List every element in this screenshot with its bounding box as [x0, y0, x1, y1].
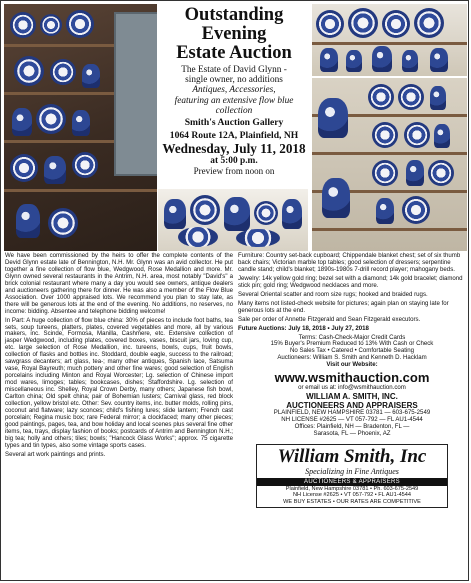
visit-label: Visit our Website: [326, 361, 378, 369]
website-link[interactable]: www.wsmithauction.com [274, 370, 430, 386]
photo-blue-china-display [158, 189, 308, 251]
website-note-paragraph: Many items not listed-check website for pictures; again plan on staying late for generous lots at the end. [238, 299, 449, 314]
executors-paragraph: Sale per order of Annette Fitzgerald and Sean Fitzgerald executors. [238, 315, 421, 323]
location-line: Sarasota, FL — Phoenix, AZ [313, 430, 391, 438]
categories: Antiques, Accessories, [192, 85, 276, 96]
preview-time: Preview from noon on [193, 166, 275, 177]
auction-title: Outstanding Evening Estate Auction [176, 5, 292, 63]
terms-line: Terms: Cash-Check-Major Credit Cards [298, 333, 406, 341]
intro-paragraph: We have been commissioned by the heirs to offer the complete contents of the Devid Glynn estate late of Bennington, N.H. Mr. Glynn was an avid collector. He put together a fine collection of flow blue, Wedgwood, Rose Medallion and more. Mr. Glynn owned several restaurants in the Antrim, N.H. area, most notably "David's" a brick colonial restaurant where many a day you would see owners, antique dealers and auctioneers gathering there for dinner. He was also a member of the Flow Blue Association. Over 1000 appraised lots. We recommend you plan to stay late, as there will be generous lots at the end of the evening. No additions, no reserves, no income: bidding. Absentee and telephone bidding welcome! [5, 252, 233, 315]
terms-block [238, 335, 466, 363]
location-line: PLAINFIELD, NEW HAMPSHIRE 03781 — 603-675-2549 [273, 409, 431, 417]
photo-flow-blue-hutch [4, 4, 157, 251]
company-logo [256, 444, 448, 508]
logo-footer-line: WE BUY ESTATES • OUR RATES ARE COMPETITIVE [283, 498, 421, 505]
terms-line: 15% Buyer's Premium Reduced to 13% With Cash or Check [270, 340, 434, 348]
terms-line: No Sales Tax • Catered • Comfortable Seating [289, 347, 415, 355]
photo-china-cabinet [312, 78, 467, 251]
terms-line: Auctioneers: William S. Smith and Kenneth D. Hacklam [277, 354, 427, 362]
description-column [5, 253, 233, 461]
estate-of: The Estate of David Glynn - [181, 65, 287, 75]
auction-time: at 5:00 p.m. [210, 156, 258, 167]
photo-plate-shelf [312, 4, 467, 76]
locations-block [238, 410, 466, 438]
featuring: featuring an extensive flow blue collection [174, 95, 294, 116]
future-auctions: Future Auctions: July 18, 2018 • July 27, 2018 [238, 324, 369, 332]
venue-address: 1064 Route 12A, Plainfield, NH [169, 129, 299, 141]
logo-footer-line: NH License #2625 • VT 057-792 • FL AU1-4544 [292, 492, 412, 499]
logo-bar: AUCTIONEERS & APPRAISERS [257, 478, 447, 486]
furniture-paragraph: Furniture: Country set-back cupboard; Chippendale blanket chest; set of six thumb back chairs; Victorian marble top tables; good selection of dressers; serpentine candle stand; child's blanket; 1890s-1980s 7-drill record player; mahogany beds. [238, 252, 461, 273]
jewelry-paragraph: Jewelry: 14k yellow gold ring; bezel set with a diamond; 14k gold bracelet; diamond stick pin; gold ring; Wedgwood necklaces and more. [238, 274, 463, 289]
company-subtitle: AUCTIONEERS AND APPRAISERS [286, 401, 418, 411]
in-part-paragraph: In Part: A huge collection of flow blue china: 30% of pieces to include foot baths, tea sets, soup tureens, platters, plates, covered vegetables and more, all by various makers, inc. Scinde, Formosa, Manilla, Cashmere, etc. Extensive collection of jasper Wedgwood, including plates, covered boxes, vases, biscuit jars, loving cup, etc. large selection of Rose Medallion, inc. tureens, bowls, cups, fruit bowls, collection of flasks and bottles inc. Stoddard, double eagle, success to the railroad; sawgrass decanters; art glass, tea-; many other antiques, Spanish lace, Satsuma vase, Royal Bayreuth; much pottery and other fine wares; good selection of English porcelains including Minton and Royal Worcester; Lg. selection of Chinese import mod wares, limoges; tables; bookcases, dishes; Staffordshire. Lg. selection of miscellaneous inc. Shelley, Royal Crown Derby, many others; Japanese fish bowl, Carlton china; Old spelt china; pair of Bohemian lusters; Carnival glass, red block collection, yellow bristol etc. Other: Sev. country items, inc. butter molds, rolling pins, coconut and flatware; lazy sconces; child's fishing lures; slide lantern; French cast porcelain; Regina music box; rare Federal mirror; a clockfaced; many other pieces; good paintings, pages, tea, and bow holiday and local scenes plus several fine other items, tea, trays, display fashion of books; postcards of Antrim and Bennington N.H.; big tea; holly and others; tiles; bowls; "Hancock Glass Works"; approx. 75 cigarette types and tin types, also some vintage sports cases. [5, 316, 233, 449]
company-name: WILLIAM A. SMITH, INC. [306, 392, 398, 402]
auction-date: Wednesday, July 11, 2018 [162, 141, 306, 157]
art-paragraph: Several art work paintings and prints. [5, 450, 106, 458]
details-column [238, 253, 466, 508]
location-line: NH LICENSE #2625 — VT 057-792 — FL AU1-4544 [281, 416, 423, 424]
ad-header [158, 4, 310, 176]
venue-name: Smith's Auction Gallery [184, 117, 284, 129]
rugs-paragraph: Several Oriental scatter and room size rugs; hooked and braided rugs. [238, 290, 428, 298]
logo-footer-line: Plainfield, New Hampshire 03781 • Ph. 603-675-2549 [285, 486, 419, 493]
location-line: Offices: Plainfield, NH — Bradenton, FL — [294, 423, 410, 431]
owner-note: single owner, no additions [185, 75, 283, 86]
logo-name: William Smith, Inc [277, 446, 427, 468]
email-line[interactable]: or email us at: info@wsmithauction.com [298, 384, 406, 392]
logo-tagline: Specializing in Fine Antiques [305, 467, 399, 477]
